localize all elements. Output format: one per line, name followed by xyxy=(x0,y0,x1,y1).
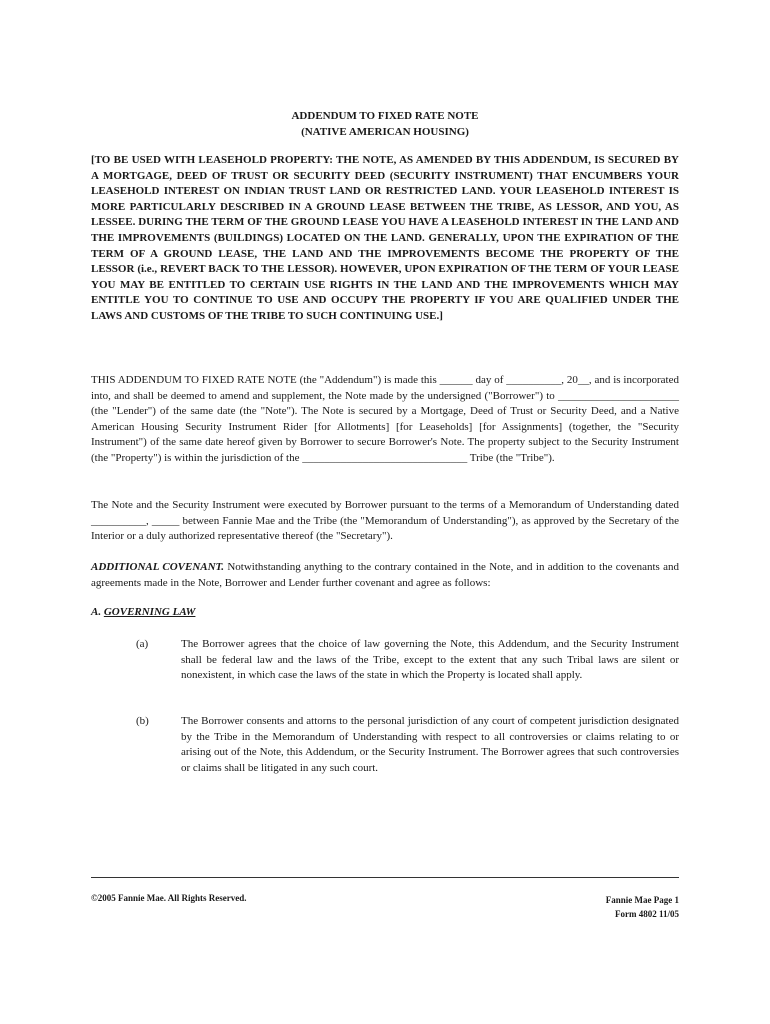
additional-covenant-heading: ADDITIONAL COVENANT. xyxy=(91,561,225,573)
additional-covenant-text: Notwithstanding anything to the contrary contained in the Note, and in addition to the covenants and agreements made in the Note, Borrower and Lender further covenant and agree as follows: xyxy=(91,561,679,589)
leasehold-notice: [TO BE USED WITH LEASEHOLD PROPERTY: THE NOTE, AS AMENDED BY THIS ADDENDUM, IS SECURED BY A MORTGAGE, DEED OF TRUST OR SECURITY DEED (SECURITY INSTRUMENT) THAT ENCUMBERS YOUR LEASEHOLD INTEREST ON INDIAN TRUST LAND OR RESTRICTED LAND. YOUR LEASEHOLD INTEREST IS MORE PARTICULARLY DESCRIBED IN A GROUND LEASE BETWEEN THE TRIBE, AS LESSOR, AND YOU, AS LESSEE. DURING THE TERM OF THE GROUND LEASE YOU HAVE A LEASEHOLD INTEREST IN THE LAND AND THE IMPROVEMENTS (BUILDINGS) LOCATED ON THE LAND. GENERALLY, UPON THE EXPIRATION OF THE TERM OF A GROUND LEASE, THE LAND AND THE IMPROVEMENTS BECOME THE PROPERTY OF THE LESSOR (i.e., REVERT BACK TO THE LESSOR). HOWEVER, UPON EXPIRATION OF THE TERM OF YOUR LEASE YOU MAY BE ENTITLED TO CERTAIN USE RIGHTS IN THE LAND AND THE IMPROVEMENTS WHICH MAY ENTITLE YOU TO CONTINUE TO USE AND OCCUPY THE PROPERTY IF YOU ARE QUALIFIED UNDER THE LAWS AND CUSTOMS OF THE TRIBE TO SUCH CONTINUING USE.] xyxy=(91,154,679,322)
item-marker: (b) xyxy=(136,715,149,727)
footer-form-info xyxy=(606,893,679,921)
item-text: The Borrower consents and attorns to the personal jurisdiction of any court of competent jurisdiction designated by the Tribe in the Memorandum of Understanding with respect to all controversies or claims relating to or arising out of the Note, this Addendum, or the Security Instrument. The Borrower agrees that such controversies or claims shall be litigated in any such court. xyxy=(181,715,679,774)
footer-divider xyxy=(91,877,679,878)
footer-page-label: Fannie Mae Page 1 xyxy=(605,895,679,905)
addendum-intro-paragraph: THIS ADDENDUM TO FIXED RATE NOTE (the "Addendum") is made this ______ day of __________, 20__, and is incorporated into, and shall be deemed to amend and supplement, the Note made by the undersigned ("Borrower") to ______________________ (the "Lender") of the same date (the "Note"). The Note is secured by a Mortgage, Deed of Trust or Security Deed, and a Native American Housing Security Instrument Rider [for Allotments] [for Leaseholds] [for Assignments] (together, the "Security Instrument") of the same date hereof given by Borrower to secure Borrower's Note. The property subject to the Security Instrument (the "Property") is within the jurisdiction of the ______________________________ Tribe (the "Tribe"). xyxy=(91,374,679,464)
footer-form-label: Form 4802 11/05 xyxy=(615,909,679,919)
section-a-heading xyxy=(91,606,195,618)
additional-covenant-paragraph xyxy=(91,560,679,591)
section-a-letter: A. xyxy=(91,606,102,618)
document-title: ADDENDUM TO FIXED RATE NOTE xyxy=(291,110,479,122)
document-subtitle: (NATIVE AMERICAN HOUSING) xyxy=(301,126,469,138)
memorandum-paragraph: The Note and the Security Instrument were executed by Borrower pursuant to the terms of a Memorandum of Understanding dated __________, _____ between Fannie Mae and the Tribe (the "Memorandum of Understanding"), as approved by the Secretary of the Interior or a duly authorized representative thereof (the "Secretary"). xyxy=(91,499,679,543)
item-text: The Borrower agrees that the choice of law governing the Note, this Addendum, and the Security Instrument shall be federal law and the laws of the Tribe, except to the extent that any such Tribal laws are silent or nonexistent, in which case the laws of the state in which the Property is located shall apply. xyxy=(181,638,679,682)
list-item xyxy=(91,714,679,776)
list-item xyxy=(91,637,679,684)
item-marker: (a) xyxy=(136,638,149,650)
footer-copyright: ©2005 Fannie Mae. All Rights Reserved. xyxy=(91,893,247,903)
section-a-title: GOVERNING LAW xyxy=(103,606,196,618)
